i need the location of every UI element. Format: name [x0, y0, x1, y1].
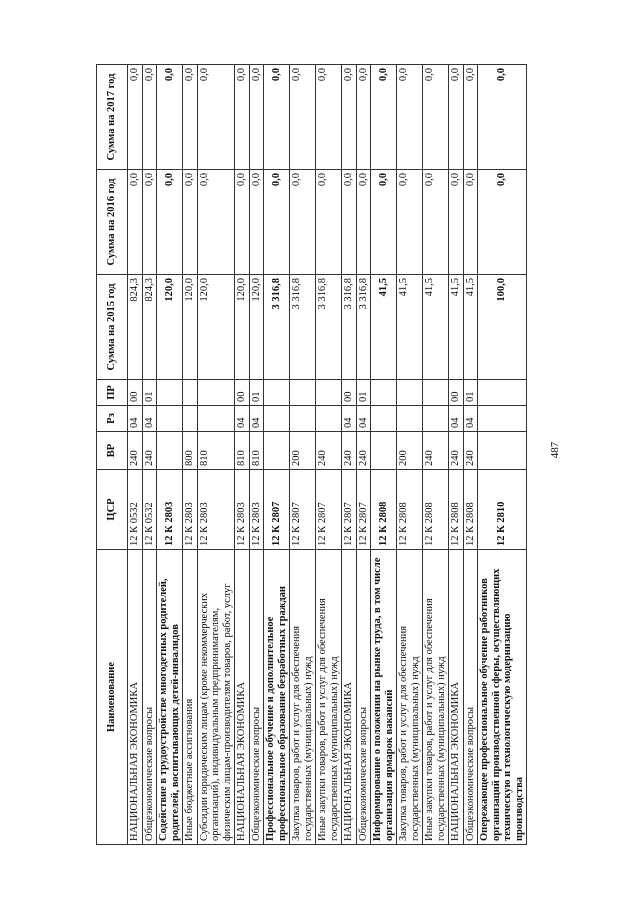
cell-rz: 04 [342, 406, 357, 432]
cell-pr [264, 380, 290, 406]
cell-sum-2017: 0,0 [449, 65, 464, 170]
cell-csr: 12 К 2808 [371, 470, 397, 550]
cell-pr: 00 [128, 380, 143, 406]
table-row [371, 65, 397, 845]
cell-vr [478, 432, 527, 470]
cell-name: Общеэкономические вопросы [356, 550, 371, 845]
cell-vr: 240 [142, 432, 157, 470]
cell-csr: 12 К 2807 [316, 470, 342, 550]
table-row [157, 65, 183, 845]
table-row [356, 65, 371, 845]
cell-pr: 01 [463, 380, 478, 406]
table-row [478, 65, 527, 845]
cell-vr: 810 [235, 432, 250, 470]
header-sum-2016: Сумма на 2016 год [97, 170, 128, 275]
cell-rz [371, 406, 397, 432]
cell-vr: 240 [316, 432, 342, 470]
cell-csr: 12 К 2808 [463, 470, 478, 550]
cell-sum-2015: 120,0 [197, 275, 235, 380]
cell-sum-2017: 0,0 [371, 65, 397, 170]
cell-sum-2017: 0,0 [463, 65, 478, 170]
table-row [342, 65, 357, 845]
cell-csr: 12 К 2803 [235, 470, 250, 550]
cell-sum-2016: 0,0 [197, 170, 235, 275]
budget-table [96, 64, 527, 845]
cell-vr: 810 [249, 432, 264, 470]
cell-sum-2017: 0,0 [356, 65, 371, 170]
cell-sum-2016: 0,0 [128, 170, 143, 275]
cell-sum-2017: 0,0 [142, 65, 157, 170]
table-row [183, 65, 198, 845]
cell-rz: 04 [249, 406, 264, 432]
cell-sum-2015: 41,5 [397, 275, 423, 380]
cell-vr [157, 432, 183, 470]
table-row [197, 65, 235, 845]
page-number: 487 [549, 441, 561, 459]
cell-sum-2016: 0,0 [183, 170, 198, 275]
cell-sum-2017: 0,0 [316, 65, 342, 170]
table-row [249, 65, 264, 845]
cell-name: Информирование о положении на рынке труда, в том числе организация ярмарок вакансий [371, 550, 397, 845]
cell-sum-2015: 3 316,8 [316, 275, 342, 380]
cell-vr: 200 [397, 432, 423, 470]
cell-sum-2017: 0,0 [397, 65, 423, 170]
table-row [128, 65, 143, 845]
cell-sum-2016: 0,0 [397, 170, 423, 275]
cell-csr: 12 К 0532 [128, 470, 143, 550]
header-vr: ВР [97, 432, 128, 470]
cell-pr [197, 380, 235, 406]
cell-sum-2016: 0,0 [249, 170, 264, 275]
cell-rz: 04 [449, 406, 464, 432]
cell-sum-2016: 0,0 [356, 170, 371, 275]
cell-sum-2017: 0,0 [197, 65, 235, 170]
cell-pr [290, 380, 316, 406]
cell-name: Общеэкономические вопросы [463, 550, 478, 845]
cell-rz [397, 406, 423, 432]
cell-sum-2016: 0,0 [157, 170, 183, 275]
cell-sum-2015: 41,5 [449, 275, 464, 380]
cell-sum-2015: 100,0 [478, 275, 527, 380]
cell-pr: 00 [449, 380, 464, 406]
cell-sum-2017: 0,0 [264, 65, 290, 170]
header-pr: ПР [97, 380, 128, 406]
cell-sum-2017: 0,0 [342, 65, 357, 170]
cell-csr: 12 К 2808 [397, 470, 423, 550]
header-sum-2017: Сумма на 2017 год [97, 65, 128, 170]
table-row [142, 65, 157, 845]
cell-pr: 01 [142, 380, 157, 406]
cell-rz [157, 406, 183, 432]
cell-vr: 240 [128, 432, 143, 470]
cell-sum-2015: 3 316,8 [356, 275, 371, 380]
cell-pr: 01 [356, 380, 371, 406]
cell-sum-2016: 0,0 [316, 170, 342, 275]
cell-pr [478, 380, 527, 406]
cell-sum-2015: 824,3 [142, 275, 157, 380]
cell-sum-2017: 0,0 [235, 65, 250, 170]
cell-name: НАЦИОНАЛЬНАЯ ЭКОНОМИКА [342, 550, 357, 845]
cell-csr: 12 К 0532 [142, 470, 157, 550]
cell-rz: 04 [128, 406, 143, 432]
cell-name: Закупка товаров, работ и услуг для обеспечения государственных (муниципальных) нужд [290, 550, 316, 845]
cell-csr: 12 К 2807 [342, 470, 357, 550]
cell-vr: 200 [290, 432, 316, 470]
cell-csr: 12 К 2808 [423, 470, 449, 550]
header-sum-2015: Сумма на 2015 год [97, 275, 128, 380]
cell-sum-2015: 3 316,8 [264, 275, 290, 380]
cell-csr: 12 К 2803 [197, 470, 235, 550]
cell-sum-2016: 0,0 [235, 170, 250, 275]
cell-rz [197, 406, 235, 432]
cell-pr: 00 [342, 380, 357, 406]
cell-sum-2016: 0,0 [463, 170, 478, 275]
cell-sum-2015: 120,0 [183, 275, 198, 380]
cell-csr: 12 К 2807 [264, 470, 290, 550]
cell-csr: 12 К 2810 [478, 470, 527, 550]
cell-pr: 01 [249, 380, 264, 406]
cell-name: Общеэкономические вопросы [249, 550, 264, 845]
cell-sum-2016: 0,0 [342, 170, 357, 275]
table-body [128, 65, 527, 845]
cell-sum-2015: 41,5 [463, 275, 478, 380]
cell-csr: 12 К 2808 [449, 470, 464, 550]
table-row [397, 65, 423, 845]
cell-sum-2017: 0,0 [183, 65, 198, 170]
cell-pr: 00 [235, 380, 250, 406]
cell-name: Иные закупки товаров, работ и услуг для обеспечения государственных (муниципальных) нужд [423, 550, 449, 845]
cell-csr: 12 К 2803 [249, 470, 264, 550]
cell-rz [478, 406, 527, 432]
cell-name: Иные бюджетные ассигнования [183, 550, 198, 845]
cell-name: Содействие в трудоустройстве многодетных родителей, родителей, воспитывающих детей-инвалидов [157, 550, 183, 845]
cell-pr [316, 380, 342, 406]
cell-rz: 04 [235, 406, 250, 432]
table-row [235, 65, 250, 845]
cell-name: НАЦИОНАЛЬНАЯ ЭКОНОМИКА [128, 550, 143, 845]
cell-sum-2017: 0,0 [249, 65, 264, 170]
cell-sum-2015: 120,0 [249, 275, 264, 380]
cell-name: Опережающее профессиональное обучение работников организаций производственной сферы, осуществляющих техническую и технологическую модернизацию производства [478, 550, 527, 845]
cell-vr: 240 [342, 432, 357, 470]
cell-rz [423, 406, 449, 432]
cell-sum-2016: 0,0 [478, 170, 527, 275]
cell-name: Иные закупки товаров, работ и услуг для обеспечения государственных (муниципальных) нужд [316, 550, 342, 845]
cell-sum-2017: 0,0 [478, 65, 527, 170]
table-row [423, 65, 449, 845]
cell-name: НАЦИОНАЛЬНАЯ ЭКОНОМИКА [235, 550, 250, 845]
cell-sum-2017: 0,0 [128, 65, 143, 170]
table-row [290, 65, 316, 845]
cell-sum-2016: 0,0 [423, 170, 449, 275]
table-row [449, 65, 464, 845]
cell-sum-2015: 120,0 [157, 275, 183, 380]
cell-rz [264, 406, 290, 432]
cell-rz: 04 [463, 406, 478, 432]
header-name: Наименование [97, 550, 128, 845]
cell-sum-2016: 0,0 [142, 170, 157, 275]
cell-rz [183, 406, 198, 432]
table-row [316, 65, 342, 845]
cell-sum-2015: 41,5 [423, 275, 449, 380]
cell-sum-2015: 41,5 [371, 275, 397, 380]
cell-rz [290, 406, 316, 432]
table-row [463, 65, 478, 845]
cell-vr: 240 [463, 432, 478, 470]
cell-vr: 800 [183, 432, 198, 470]
cell-vr: 240 [423, 432, 449, 470]
cell-rz: 04 [356, 406, 371, 432]
cell-pr [371, 380, 397, 406]
table-row [264, 65, 290, 845]
cell-sum-2016: 0,0 [449, 170, 464, 275]
cell-rz: 04 [142, 406, 157, 432]
header-csr: ЦСР [97, 470, 128, 550]
cell-rz [316, 406, 342, 432]
cell-sum-2017: 0,0 [423, 65, 449, 170]
cell-csr: 12 К 2803 [157, 470, 183, 550]
cell-csr: 12 К 2803 [183, 470, 198, 550]
cell-sum-2016: 0,0 [371, 170, 397, 275]
cell-vr: 810 [197, 432, 235, 470]
cell-name: Субсидии юридическим лицам (кроме некоммерческих организаций), индивидуальным предпринимателям, физическим лицам-производителям товаров, работ, услуг [197, 550, 235, 845]
cell-pr [157, 380, 183, 406]
cell-name: Общеэкономические вопросы [142, 550, 157, 845]
cell-vr [371, 432, 397, 470]
cell-sum-2017: 0,0 [290, 65, 316, 170]
cell-sum-2016: 0,0 [290, 170, 316, 275]
cell-sum-2015: 824,3 [128, 275, 143, 380]
cell-vr: 240 [449, 432, 464, 470]
cell-name: Профессиональное обучение и дополнительное профессиональное образование безработных граждан [264, 550, 290, 845]
cell-name: Закупка товаров, работ и услуг для обеспечения государственных (муниципальных) нужд [397, 550, 423, 845]
cell-vr: 240 [356, 432, 371, 470]
header-rz: Рз [97, 406, 128, 432]
cell-sum-2015: 3 316,8 [342, 275, 357, 380]
cell-sum-2015: 120,0 [235, 275, 250, 380]
cell-sum-2015: 3 316,8 [290, 275, 316, 380]
cell-pr [397, 380, 423, 406]
cell-pr [183, 380, 198, 406]
header-row [97, 65, 128, 845]
cell-csr: 12 К 2807 [356, 470, 371, 550]
cell-name: НАЦИОНАЛЬНАЯ ЭКОНОМИКА [449, 550, 464, 845]
cell-csr: 12 К 2807 [290, 470, 316, 550]
cell-vr [264, 432, 290, 470]
cell-sum-2016: 0,0 [264, 170, 290, 275]
cell-pr [423, 380, 449, 406]
cell-sum-2017: 0,0 [157, 65, 183, 170]
budget-table-container [96, 65, 525, 845]
